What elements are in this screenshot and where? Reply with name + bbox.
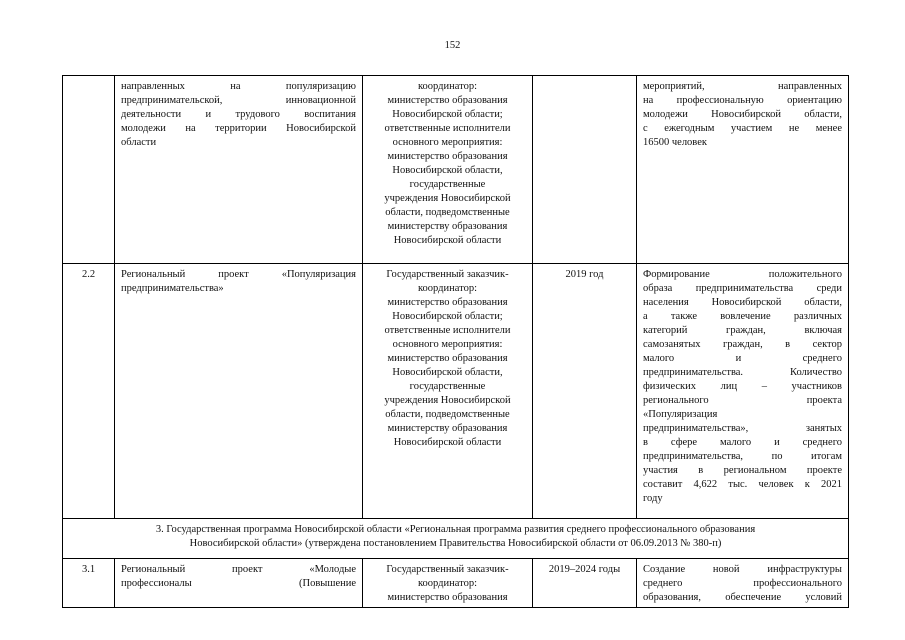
- text-line: с ежегодным участием не менее: [643, 123, 842, 134]
- result-cell: [637, 559, 849, 608]
- text-line: образования, обеспечение условий: [643, 592, 842, 603]
- text-line: предпринимательской, инновационной: [121, 95, 356, 106]
- text-line: координатор:: [417, 81, 478, 92]
- text-line: деятельности и трудового воспитания: [121, 109, 356, 120]
- executor-cell: [363, 264, 533, 519]
- text-line: 3. Государственная программа Новосибирской области «Региональная программа развития среднего профессионального образования: [155, 524, 756, 535]
- row-number-cell: [63, 76, 115, 264]
- text-line: Новосибирской области;: [392, 311, 503, 322]
- row-number-cell: 3.1: [63, 559, 115, 608]
- measure-cell: [115, 76, 363, 264]
- text-line: учреждения Новосибирской: [384, 193, 511, 204]
- text-line: году: [643, 493, 663, 504]
- program-header-cell: [63, 519, 849, 559]
- text-line: министерству образования: [387, 221, 508, 232]
- term-cell: [533, 76, 637, 264]
- text-line: молодежи Новосибирской области,: [643, 109, 842, 120]
- text-line: ответственные исполнители: [384, 123, 511, 134]
- text-line: Новосибирской области: [393, 235, 502, 246]
- text-line: области: [121, 137, 157, 148]
- text-line: самозанятых граждан, в сектор: [643, 339, 842, 350]
- term-cell: 2019–2024 годы: [533, 559, 637, 608]
- text-line: министерство образования: [387, 151, 508, 162]
- measure-cell: [115, 264, 363, 519]
- result-cell: [637, 76, 849, 264]
- text-line: малого и среднего: [643, 353, 842, 364]
- text-line: категорий граждан, включая: [643, 325, 842, 336]
- text-line: предпринимательства», занятых: [643, 423, 842, 434]
- text-line: «Популяризация: [643, 409, 718, 420]
- text-line: образа предпринимательства среди: [643, 283, 842, 294]
- text-line: министерство образования: [387, 297, 508, 308]
- term-cell: 2019 год: [533, 264, 637, 519]
- text-line: предпринимательства. Количество: [643, 367, 842, 378]
- text-line: среднего профессионального: [643, 578, 842, 589]
- text-line: Новосибирской области: [393, 437, 502, 448]
- table-row: [63, 76, 849, 264]
- text-line: Создание новой инфраструктуры: [643, 564, 842, 575]
- text-line: мероприятий, направленных: [643, 81, 842, 92]
- text-line: государственные: [409, 381, 486, 392]
- text-line: 16500 человек: [643, 137, 707, 148]
- text-line: профессионалы (Повышение: [121, 578, 356, 589]
- text-line: ответственные исполнители: [384, 325, 511, 336]
- text-line: молодежи на территории Новосибирской: [121, 123, 356, 134]
- text-line: Государственный заказчик-: [386, 564, 509, 575]
- text-line: области, подведомственные: [385, 409, 510, 420]
- text-line: Региональный проект «Популяризация: [121, 269, 356, 280]
- text-line: области, подведомственные: [385, 207, 510, 218]
- text-line: Новосибирской области,: [392, 165, 503, 176]
- text-line: основного мероприятия:: [392, 339, 503, 350]
- row-number-cell: 2.2: [63, 264, 115, 519]
- text-line: а также вовлечение различных: [643, 311, 842, 322]
- text-line: министерство образования: [387, 353, 508, 364]
- text-line: министерству образования: [387, 423, 508, 434]
- text-line: участия в региональном проекте: [643, 465, 842, 476]
- measures-table: [62, 75, 849, 608]
- text-line: Формирование положительного: [643, 269, 842, 280]
- text-line: физических лиц – участников: [643, 381, 842, 392]
- measure-cell: [115, 559, 363, 608]
- text-line: государственные: [409, 179, 486, 190]
- text-line: министерство образования: [387, 95, 508, 106]
- table-row: [63, 559, 849, 608]
- page-number: 152: [444, 40, 461, 51]
- section-header-row: [63, 519, 849, 559]
- text-line: предпринимательства, по итогам: [643, 451, 842, 462]
- text-line: Новосибирской области» (утверждена постановлением Правительства Новосибирской области от 06.09.2013 № 380-п): [189, 538, 722, 549]
- text-line: составит 4,622 тыс. человек к 2021: [643, 479, 842, 490]
- text-line: Новосибирской области;: [392, 109, 503, 120]
- text-line: координатор:: [417, 578, 478, 589]
- text-line: Региональный проект «Молодые: [121, 564, 356, 575]
- text-line: регионального проекта: [643, 395, 842, 406]
- result-cell: [637, 264, 849, 519]
- text-line: предпринимательства»: [121, 283, 224, 294]
- text-line: Государственный заказчик-: [386, 269, 509, 280]
- text-line: координатор:: [417, 283, 478, 294]
- text-line: министерство образования: [387, 592, 508, 603]
- executor-cell: [363, 76, 533, 264]
- text-line: учреждения Новосибирской: [384, 395, 511, 406]
- text-line: на профессиональную ориентацию: [643, 95, 842, 106]
- text-line: Новосибирской области,: [392, 367, 503, 378]
- text-line: в сфере малого и среднего: [643, 437, 842, 448]
- text-line: направленных на популяризацию: [121, 81, 356, 92]
- text-line: основного мероприятия:: [392, 137, 503, 148]
- table-row: [63, 264, 849, 519]
- text-line: населения Новосибирской области,: [643, 297, 842, 308]
- executor-cell: [363, 559, 533, 608]
